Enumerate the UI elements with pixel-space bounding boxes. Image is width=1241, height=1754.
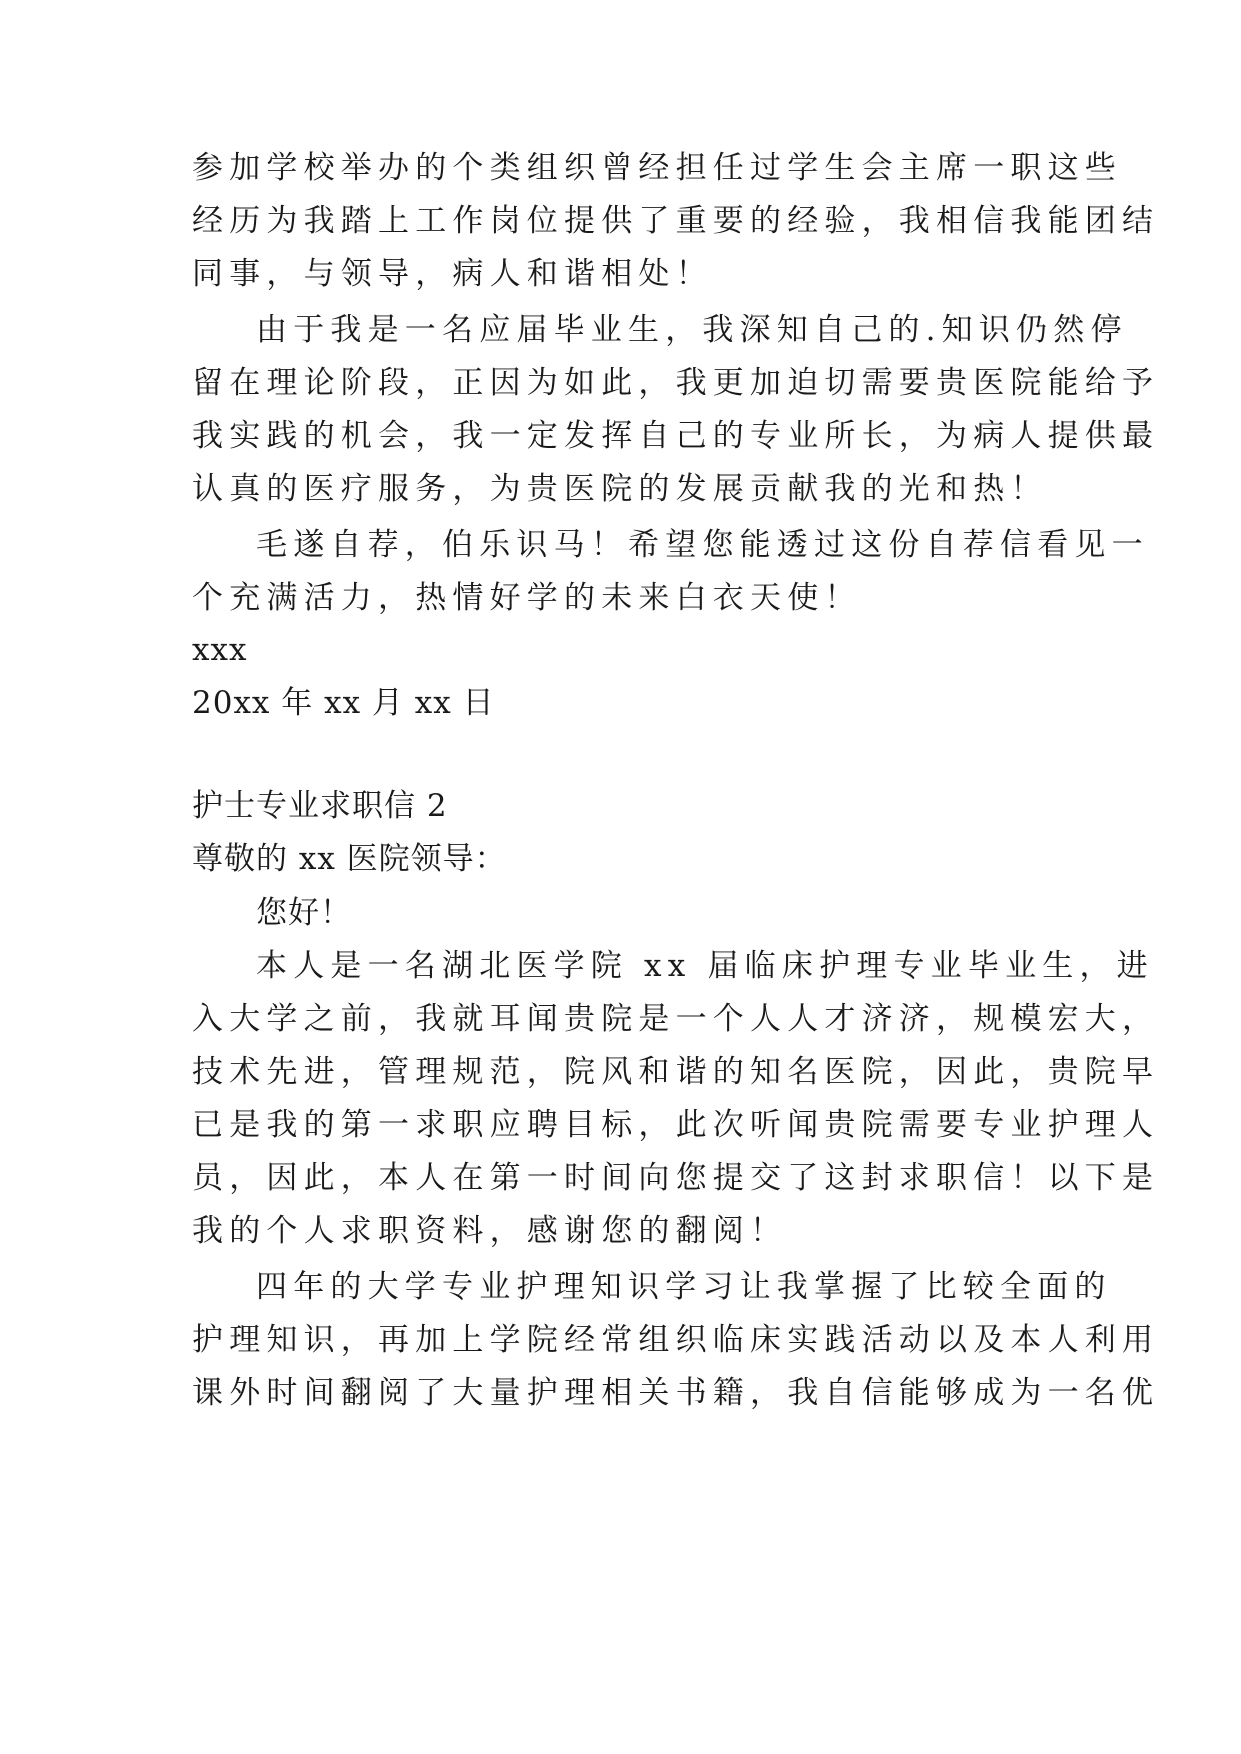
greeting: 您好！ — [256, 895, 352, 931]
paragraph-line: 我实践的机会，我一定发挥自己的专业所长，为病人提供最 — [192, 418, 1160, 454]
paragraph-line: 个充满活力，热情好学的未来白衣天使！ — [192, 580, 862, 616]
paragraph-line: 护理知识，再加上学院经常组织临床实践活动以及本人利用 — [192, 1322, 1160, 1358]
paragraph-line: 经历为我踏上工作岗位提供了重要的经验，我相信我能团结 — [192, 203, 1160, 239]
paragraph-line: 员，因此，本人在第一时间向您提交了这封求职信！以下是 — [192, 1160, 1160, 1196]
paragraph-line: 同事，与领导，病人和谐相处！ — [192, 256, 713, 292]
paragraph-line: 留在理论阶段，正因为如此，我更加迫切需要贵医院能给予 — [192, 365, 1160, 401]
paragraph-line: 四年的大学专业护理知识学习让我掌握了比较全面的 — [256, 1269, 1112, 1305]
signature: xxx — [192, 632, 248, 668]
paragraph-line: 认真的医疗服务，为贵医院的发展贡献我的光和热！ — [192, 471, 1048, 507]
paragraph-line: 课外时间翻阅了大量护理相关书籍，我自信能够成为一名优 — [192, 1375, 1160, 1411]
paragraph-line: 已是我的第一求职应聘目标，此次听闻贵院需要专业护理人 — [192, 1107, 1160, 1143]
salutation: 尊敬的 xx 医院领导： — [192, 841, 507, 877]
letter-title: 护士专业求职信 2 — [192, 788, 448, 824]
paragraph-line: 由于我是一名应届毕业生，我深知自己的.知识仍然停 — [256, 312, 1128, 348]
paragraph-line: 我的个人求职资料，感谢您的翻阅！ — [192, 1213, 788, 1249]
date: 20xx 年 xx 月 xx 日 — [192, 685, 495, 721]
paragraph-line: 入大学之前，我就耳闻贵院是一个人人才济济，规模宏大， — [192, 1001, 1160, 1037]
paragraph-line: 参加学校举办的个类组织曾经担任过学生会主席一职这些 — [192, 150, 1122, 186]
paragraph-line: 毛遂自荐，伯乐识马！希望您能透过这份自荐信看见一 — [256, 527, 1149, 563]
paragraph-line: 本人是一名湖北医学院 xx 届临床护理专业毕业生，进 — [256, 948, 1154, 984]
paragraph-line: 技术先进，管理规范，院风和谐的知名医院，因此，贵院早 — [192, 1054, 1160, 1090]
